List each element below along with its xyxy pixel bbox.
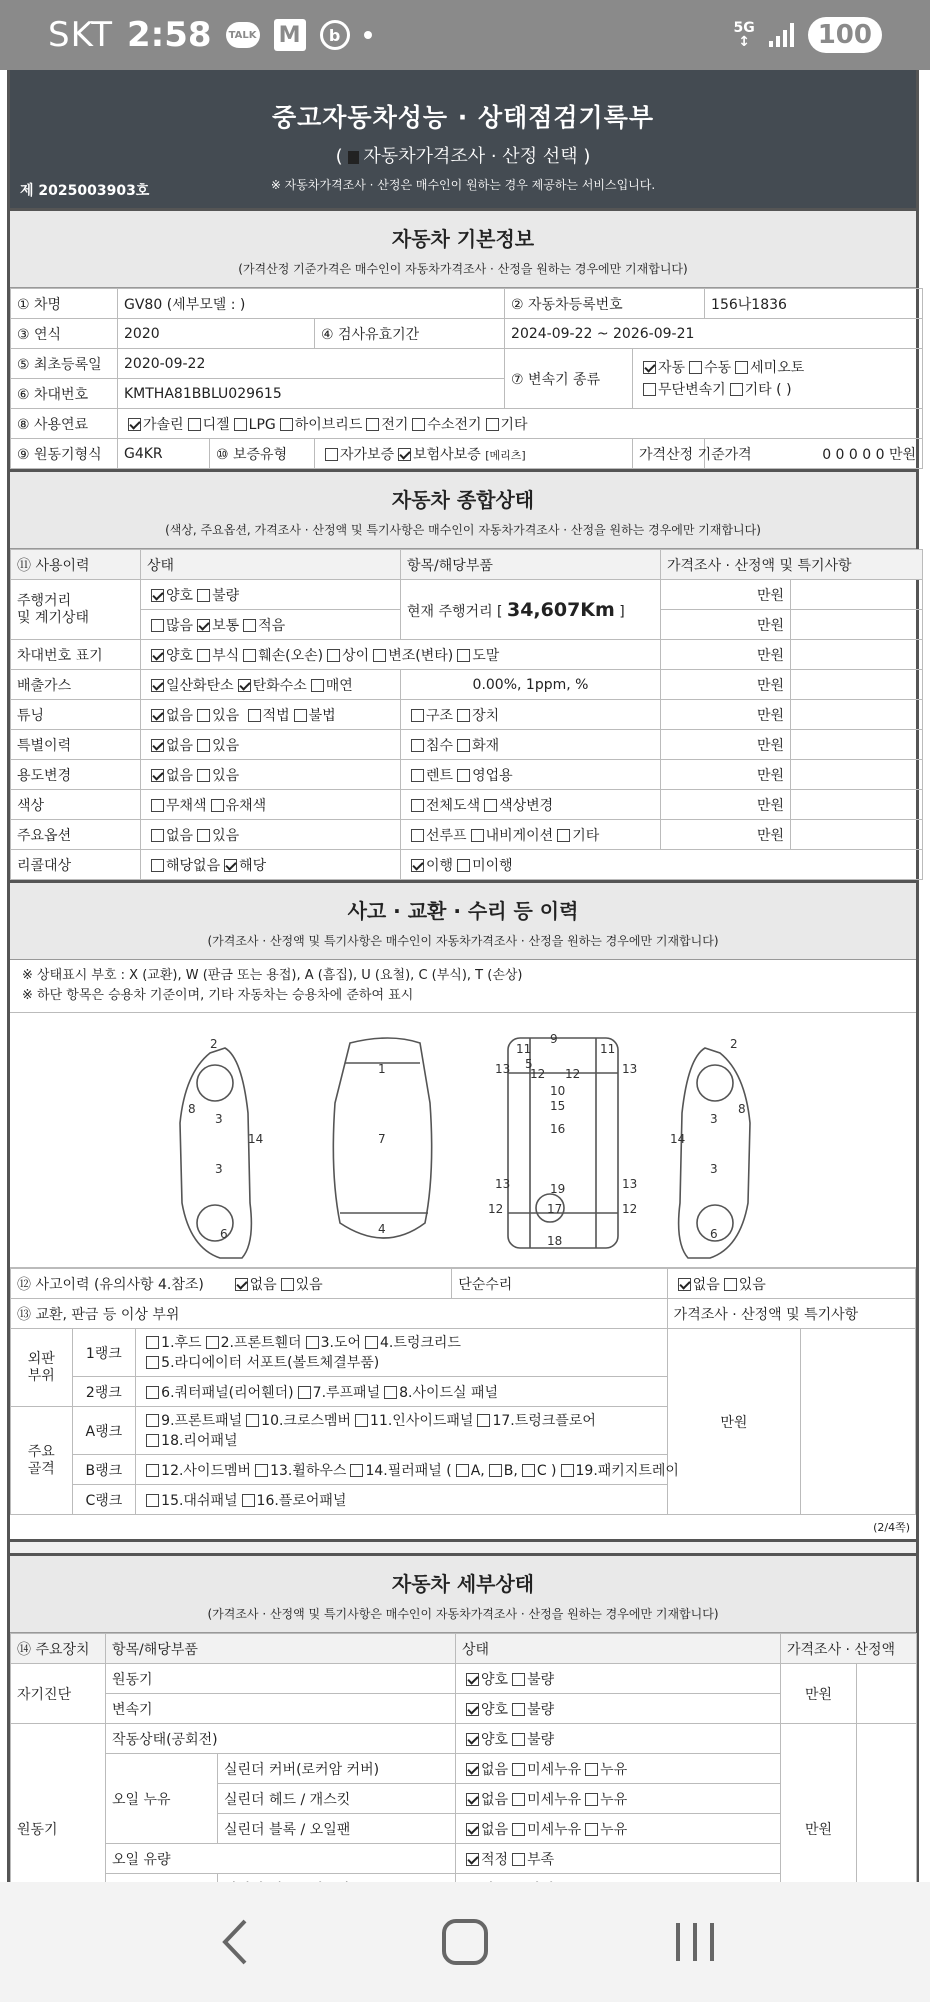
first-reg-label: ⑤ 최초등록일 [11, 349, 118, 379]
svg-text:13: 13 [622, 1177, 638, 1191]
exchange-label: ⑬ 교환, 판금 등 이상 부위 [11, 1299, 668, 1329]
trans-label: ⑦ 변속기 종류 [505, 349, 633, 409]
rank2-items: 6.쿼터패널(리어휀더) 7.루프패널 8.사이드실 패널 [136, 1377, 668, 1407]
fuel-options: 가솔린 디젤 LPG 하이브리드 전기 수소전기 기타 [118, 409, 923, 439]
tuning-options: 없음 있음 적법 불법 [141, 700, 401, 730]
svg-text:12: 12 [488, 1202, 504, 1216]
car-name-value: GV80 (세부모델 : ) [118, 289, 505, 319]
rankB-items: 12.사이드멤버 13.휠하우스 14.필러패널 ( A, B, C ) 19.패키지트레이 [136, 1455, 668, 1485]
rankC-label: C랭크 [72, 1485, 136, 1515]
home-icon [440, 1917, 490, 1967]
main-frame-label: 주요 골격 [11, 1407, 73, 1515]
svg-text:3: 3 [710, 1162, 718, 1176]
exchange-price-header: 가격조사 · 산정액 및 특기사항 [667, 1299, 915, 1329]
svg-text:7: 7 [378, 1132, 386, 1146]
svg-text:19: 19 [550, 1182, 566, 1196]
filled-checkbox-icon [348, 151, 359, 164]
usage-change-label: 용도변경 [11, 760, 141, 790]
recall-status: 이행 미이행 [401, 850, 923, 880]
col-usage: ⑪ 사용이력 [11, 550, 141, 580]
section-title: 자동차 종합상태 [391, 488, 535, 512]
price-cell: 만원 [781, 1724, 857, 1934]
svg-text:16: 16 [550, 1122, 566, 1136]
back-icon [217, 1917, 253, 1967]
color-types: 전체도색 색상변경 [401, 790, 661, 820]
mstock-icon: M [274, 19, 306, 51]
emission-options: 일산화탄소 탄화수소 매연 [141, 670, 401, 700]
reg-no-label: ② 자동차등록번호 [505, 289, 705, 319]
svg-text:6: 6 [710, 1227, 718, 1241]
page-number: (2/4쪽) [10, 1515, 916, 1539]
svg-text:13: 13 [495, 1062, 511, 1076]
price-cell: 만원 [661, 790, 791, 820]
cylinder-cover-item: 실린더 커버(로커암 커버) [218, 1754, 456, 1784]
warranty-label: ⑩ 보증유형 [210, 439, 315, 469]
price-cell: 만원 [661, 700, 791, 730]
price-cell: 만원 [781, 1664, 857, 1724]
svg-text:12: 12 [622, 1202, 638, 1216]
overall-status-header [10, 469, 916, 549]
cylinder-block-item: 실린더 블록 / 오일팬 [218, 1814, 456, 1844]
svg-text:13: 13 [495, 1177, 511, 1191]
price-cell: 만원 [661, 760, 791, 790]
self-diagnosis-label: 자기진단 [11, 1664, 106, 1724]
detail-status-header [10, 1553, 916, 1633]
recall-options: 해당없음 해당 [141, 850, 401, 880]
back-button[interactable] [205, 1912, 265, 1972]
accident-history-header [10, 880, 916, 960]
options-label: 주요옵션 [11, 820, 141, 850]
accident-history-row: ⑫ 사고이력 (유의사항 4.참조) 없음 있음 [11, 1269, 452, 1299]
rankA-items: 9.프론트패널 10.크로스멤버 11.인사이드패널 17.트렁크플로어 18.리어패널 [136, 1407, 668, 1455]
notification-dot-icon [364, 31, 372, 39]
rankA-label: A랭크 [72, 1407, 136, 1455]
svg-text:10: 10 [550, 1084, 566, 1098]
engine-value: G4KR [118, 439, 210, 469]
rank1-label: 1랭크 [72, 1329, 136, 1377]
mileage-status: 양호 불량 [141, 580, 401, 610]
warranty-options: 자가보증 보험사보증 [메리츠] [315, 439, 633, 469]
svg-text:3: 3 [710, 1112, 718, 1126]
first-reg-value: 2020-09-22 [118, 349, 505, 379]
oil-leak-label: 오일 누유 [106, 1754, 218, 1844]
battery-indicator: 100 [808, 17, 882, 53]
svg-text:12: 12 [530, 1067, 546, 1081]
rankC-items: 15.대쉬패널 16.플로어패널 [136, 1485, 668, 1515]
recall-label: 리콜대상 [11, 850, 141, 880]
accident-table [10, 1268, 916, 1515]
trans-item: 변속기 [106, 1694, 456, 1724]
engine-label: ⑨ 원동기형식 [11, 439, 118, 469]
svg-text:13: 13 [622, 1062, 638, 1076]
price-basis-label: 가격산정 기준가격 [633, 439, 705, 469]
simple-repair-options: 없음 있음 [667, 1269, 915, 1299]
year-label: ③ 연식 [11, 319, 118, 349]
price-cell: 만원 [661, 640, 791, 670]
engine-group-label: 원동기 [11, 1724, 106, 1934]
svg-text:9: 9 [550, 1032, 558, 1046]
price-cell: 만원 [661, 820, 791, 850]
col-device: ⑭ 주요장치 [11, 1634, 106, 1664]
exchange-price-cell: 만원 [667, 1329, 800, 1515]
usage-options: 없음 있음 [141, 760, 401, 790]
option-types: 선루프 내비게이션 기타 [401, 820, 661, 850]
vin-mark-options: 양호 부식 훼손(오손) 상이 변조(변타) 도말 [141, 640, 661, 670]
svg-text:14: 14 [670, 1132, 686, 1146]
signal-icon [769, 23, 794, 47]
col-price: 가격조사 · 산정액 및 특기사항 [661, 550, 923, 580]
color-options: 무채색 유채색 [141, 790, 401, 820]
valid-value: 2024-09-22 ~ 2026-09-21 [505, 319, 923, 349]
mileage-amount: 많음 보통 적음 [141, 610, 401, 640]
cylinder-head-state: 없음 미세누유 누유 [456, 1784, 781, 1814]
section-title: 자동차 세부상태 [391, 1572, 535, 1596]
section-subtitle: (색상, 주요옵션, 가격조사 · 산정액 및 특기사항은 매수인이 자동차가격조사 · 산정을 원하는 경우에만 기재합니다) [165, 523, 761, 537]
rankB-label: B랭크 [72, 1455, 136, 1485]
rank2-label: 2랭크 [72, 1377, 136, 1407]
vehicle-diagram [10, 1013, 916, 1268]
tuning-label: 튜닝 [11, 700, 141, 730]
price-basis-value: 0 0 0 0 0 만원 [705, 439, 923, 469]
svg-text:17: 17 [547, 1202, 563, 1216]
b-app-icon: b [320, 20, 350, 50]
option-presence: 없음 있음 [141, 820, 401, 850]
col-item: 항목/해당부품 [401, 550, 661, 580]
trans-state: 양호 불량 [456, 1694, 781, 1724]
svg-text:12: 12 [565, 1067, 581, 1081]
cylinder-cover-state: 없음 미세누유 누유 [456, 1754, 781, 1784]
svg-text:11: 11 [516, 1042, 532, 1056]
svg-text:18: 18 [547, 1234, 563, 1248]
color-label: 색상 [11, 790, 141, 820]
svg-text:11: 11 [600, 1042, 616, 1056]
section-title: 사고 · 교환 · 수리 등 이력 [347, 899, 579, 923]
rank1-items: 1.후드 2.프론트휀더 3.도어 4.트렁크리드 5.라디에이터 서포트(볼트체결부품) [136, 1329, 668, 1377]
car-outline-diagram [10, 1013, 916, 1268]
overall-status-table [10, 549, 923, 880]
recent-apps-button[interactable] [665, 1912, 725, 1972]
mileage-label: 주행거리 및 계기상태 [11, 580, 141, 640]
section-title: 자동차 기본정보 [391, 227, 535, 251]
basic-info-table [10, 288, 923, 469]
document-view[interactable] [7, 70, 919, 1882]
col-state: 상태 [141, 550, 401, 580]
special-options: 없음 있음 [141, 730, 401, 760]
cylinder-block-state: 없음 미세누유 누유 [456, 1814, 781, 1844]
engine-item: 원동기 [106, 1664, 456, 1694]
page-separator [10, 1539, 916, 1553]
svg-text:6: 6 [220, 1227, 228, 1241]
symbol-legend: ※ 상태표시 부호 : X (교환), W (판금 또는 용접), A (흠집), U (요철), C (부식), T (손상) ※ 하단 항목은 승용차 기준이며, 기타 자동차는 승용차에 준하여 표시 [10, 960, 916, 1013]
section-subtitle: (가격조사 · 산정액 및 특기사항은 매수인이 자동차가격조사 · 산정을 원하는 경우에만 기재합니다) [207, 1607, 719, 1621]
clock: 2:58 [127, 15, 212, 55]
price-cell: 만원 [661, 730, 791, 760]
document-title: 중고자동차성능 · 상태점검기록부 [271, 103, 654, 132]
document-header [10, 70, 916, 208]
emission-values: 0.00%, 1ppm, % [401, 670, 661, 700]
carrier-label: SKT [48, 15, 114, 55]
section-subtitle: (가격산정 기준가격은 매수인이 자동차가격조사 · 산정을 원하는 경우에만 기재합니다) [238, 262, 688, 276]
mileage-reading: 현재 주행거리 [ 34,607Km ] [401, 580, 661, 640]
price-service-option: ( 자동차가격조사 · 산정 선택 ) [335, 146, 591, 167]
usage-types: 렌트 영업용 [401, 760, 661, 790]
status-bar [0, 0, 930, 70]
price-cell: 만원 [661, 580, 791, 610]
reg-no-value: 156나1836 [705, 289, 923, 319]
oil-level-state: 적정 부족 [456, 1844, 781, 1874]
col-price: 가격조사 · 산정액 [781, 1634, 917, 1664]
home-button[interactable] [435, 1912, 495, 1972]
fuel-label: ⑧ 사용연료 [11, 409, 118, 439]
vin-value: KMTHA81BBLU029615 [118, 379, 505, 409]
special-history-label: 특별이력 [11, 730, 141, 760]
service-note: ※ 자동차가격조사 · 산정은 매수인이 원하는 경우 제공하는 서비스입니다. [270, 178, 656, 192]
idle-state-item: 작동상태(공회전) [106, 1724, 456, 1754]
car-name-label: ① 차명 [11, 289, 118, 319]
idle-state: 양호 불량 [456, 1724, 781, 1754]
oil-level-item: 오일 유량 [106, 1844, 456, 1874]
trans-options: 자동 수동 세미오토 무단변속기 기타 ( ) [633, 349, 923, 409]
svg-text:3: 3 [215, 1162, 223, 1176]
emission-label: 배출가스 [11, 670, 141, 700]
svg-text:3: 3 [215, 1112, 223, 1126]
recent-apps-icon [670, 1917, 720, 1967]
navigation-bar [0, 1882, 930, 2002]
valid-label: ④ 검사유효기간 [315, 319, 505, 349]
col-state: 상태 [456, 1634, 781, 1664]
vin-label: ⑥ 차대번호 [11, 379, 118, 409]
svg-text:2: 2 [210, 1037, 218, 1051]
tuning-types: 구조 장치 [401, 700, 661, 730]
simple-repair-label: 단순수리 [452, 1269, 667, 1299]
svg-text:8: 8 [188, 1102, 196, 1116]
network-5g-icon: 5G ↕ [733, 20, 755, 50]
vin-mark-label: 차대번호 표기 [11, 640, 141, 670]
svg-text:14: 14 [248, 1132, 264, 1146]
svg-text:8: 8 [738, 1102, 746, 1116]
document-number: 제 2025003903호 [20, 183, 150, 199]
col-item: 항목/해당부품 [106, 1634, 456, 1664]
basic-info-header [10, 208, 916, 288]
outer-panel-label: 외판 부위 [11, 1329, 73, 1407]
engine-state: 양호 불량 [456, 1664, 781, 1694]
price-cell: 만원 [661, 610, 791, 640]
cylinder-head-item: 실린더 헤드 / 개스킷 [218, 1784, 456, 1814]
svg-text:5: 5 [525, 1057, 533, 1071]
price-cell: 만원 [661, 670, 791, 700]
svg-text:15: 15 [550, 1099, 566, 1113]
special-types: 침수 화재 [401, 730, 661, 760]
svg-text:1: 1 [378, 1062, 386, 1076]
svg-text:2: 2 [730, 1037, 738, 1051]
year-value: 2020 [118, 319, 315, 349]
section-subtitle: (가격조사 · 산정액 및 특기사항은 매수인이 자동차가격조사 · 산정을 원하는 경우에만 기재합니다) [207, 934, 719, 948]
kakaotalk-icon: TALK [226, 22, 260, 48]
svg-text:4: 4 [378, 1222, 386, 1236]
